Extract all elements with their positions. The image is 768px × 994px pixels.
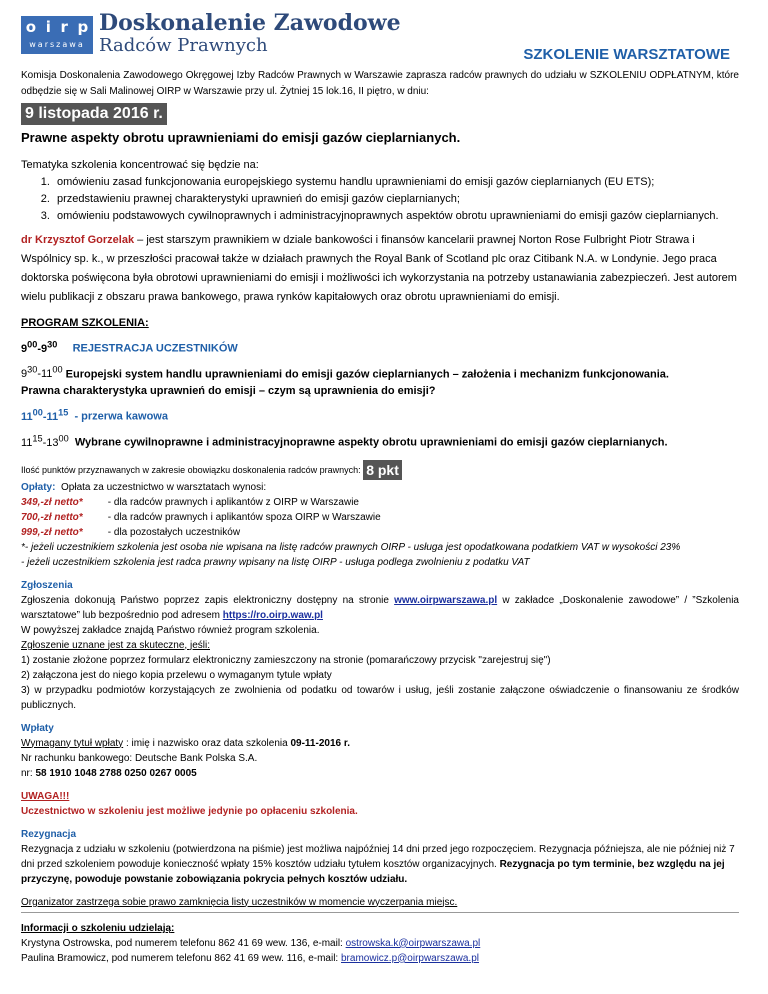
payment-title-label: Wymagany tytuł wpłaty xyxy=(21,737,124,749)
logo-letters xyxy=(21,16,93,38)
contact-section xyxy=(21,921,739,966)
payments-section xyxy=(21,721,739,781)
resignation-section xyxy=(21,827,739,887)
program-item xyxy=(21,430,739,452)
registration-heading: Zgłoszenia xyxy=(21,579,73,591)
contact-text: Krystyna Ostrowska, pod numerem telefonu 862 41 69 wew. 136, e-mail: xyxy=(21,937,346,949)
registration-condition: 1) zostanie złożone poprzez formularz elektroniczny zamieszczony na stronie (pomarańczowy przycisk "zarejestruj się") xyxy=(21,654,551,666)
resignation-heading: Rezygnacja xyxy=(21,828,77,840)
speaker-bio-text: – jest starszym prawnikiem w dziale bankowości i finansów kancelarii prawnej Norton Rose Fulbright Piotr Strawa i Wspólnicy sp. k., w przeszłości pracował także w działach prawnych the Royal Bank of Scotland plc oraz Citibank N.A. w Londynie. Jego praca doktorska poświęcona była obrotowi uprawnieniami do emisji i możliwości ich wykorzystania na potrzeby ustanawiania zabezpieczeń. Jest autorem wielu publikacji z obszaru prawa bankowego, prawa rynków kapitałowych oraz obrotu uprawnieniami do emisji. xyxy=(21,234,737,303)
organizer-note xyxy=(21,895,739,913)
document-heading: SZKOLENIE WARSZTATOWE xyxy=(523,46,730,63)
program-time: $11^{15}-13^{00}$ xyxy=(21,432,69,449)
bank-account: 58 1910 1048 2788 0250 0267 0005 xyxy=(35,767,197,779)
topics-intro: Tematyka szkolenia koncentrować się będzie na: xyxy=(21,159,259,171)
website-link[interactable]: www.oirpwarszawa.pl xyxy=(394,594,498,606)
registration-link[interactable]: https://ro.oirp.waw.pl xyxy=(222,609,323,621)
program-item xyxy=(21,404,739,426)
registration-text: Zgłoszenia dokonują Państwo poprzez zapis elektroniczny dostępny na stronie xyxy=(21,594,395,606)
topic-item: 1. omówieniu zasad funkcjonowania europejskiego systemu handlu uprawnieniami do emisji gazów cieplarnianych (EU ETS); xyxy=(53,174,739,191)
registration-condition: 2) załączona jest do niego kopia przelewu o wymaganym tytule wpłaty xyxy=(21,669,332,681)
fee-desc: - dla radców prawnych i aplikantów spoza OIRP w Warszawie xyxy=(105,511,381,523)
warning-section xyxy=(21,789,739,819)
date-badge: 9 listopada 2016 r. xyxy=(21,103,167,125)
logo-subtitle: warszawa xyxy=(29,40,85,49)
points-line xyxy=(21,460,739,480)
fee-desc: - dla radców prawnych i aplikantów z OIRP w Warszawie xyxy=(105,496,359,508)
fees-section xyxy=(21,480,739,570)
program-time: $9^{00}-9^{30}$ xyxy=(21,339,58,355)
logo-letter: o xyxy=(25,18,37,36)
bank-name: Nr rachunku bankowego: Deutsche Bank Polska S.A. xyxy=(21,752,258,764)
registration-text: w zakładce „Doskonalenie zawodowe” / ”Szkolenia warsztatowe” lub bezpośrednio pod adresem xyxy=(21,594,739,621)
program-heading: PROGRAM SZKOLENIA: xyxy=(21,317,149,329)
program-text: - przerwa kawowa xyxy=(74,410,168,423)
logo-letter: r xyxy=(60,18,68,36)
program-item xyxy=(21,336,739,358)
resignation-text: Rezygnacja z udziału w szkoleniu (potwierdzona na piśmie) jest możliwa najpóźniej 14 dni przed jego rozpoczęciem. Rezygnacja późniejsza, ale nie później niż 7 dni przed szkoleniem powoduje konieczność wpłaty 15% kosztów udziału tytułem kosztów organizacyjnych. xyxy=(21,843,735,870)
program-time: $9^{30}-11^{00}$ xyxy=(21,364,63,381)
logo-letter: p xyxy=(77,18,89,36)
topic-item: 3. omówieniu podstawowych cywilnoprawnych i administracyjnoprawnych aspektów obrotu uprawnieniami do emisji gazów cieplarnianych. xyxy=(53,208,739,225)
registration-text: W powyższej zakładce znajdą Państwo również program szkolenia. xyxy=(21,624,320,636)
topic-item: 2. przedstawieniu prawnej charakterystyki uprawnień do emisji gazów cieplarnianych; xyxy=(53,191,739,208)
resignation-bold: Rezygnacja po tym terminie, bez względu na jej przyczynę, powoduje powstanie zobowiązania pokrycia pełnych kosztów udziału. xyxy=(21,858,725,885)
fee-note: *- jeżeli uczestnikiem szkolenia jest osoba nie wpisana na listę radców prawnych OIRP - usługa jest opodatkowana podatkiem VAT w wysokości 23% xyxy=(21,541,681,553)
fee-desc: - dla pozostałych uczestników xyxy=(105,526,241,538)
warning-text: Uczestnictwo w szkoleniu jest możliwe jedynie po opłaceniu szkolenia. xyxy=(21,805,358,817)
payment-title-text: : imię i nazwisko oraz data szkolenia xyxy=(123,737,291,749)
fee-amount: 999,-zł netto* xyxy=(21,526,83,538)
intro-text: Komisja Doskonalenia Zawodowego Okręgowej Izby Radców Prawnych w Warszawie zaprasza radców prawnych do udziału w SZKOLENIU ODPŁATNYM, które odbędzie się w Sali Malinowej OIRP w Warszawie przy ul. Żytniej 15 lok.16, II piętro, w dniu: xyxy=(21,70,739,97)
fee-amount: 700,-zł netto* xyxy=(21,511,83,523)
registration-section xyxy=(21,578,739,713)
payment-title-date: 09-11-2016 r. xyxy=(290,737,350,749)
contact-heading: Informacji o szkoleniu udzielają: xyxy=(21,922,175,934)
logo-letter: i xyxy=(45,18,51,36)
points-badge: 8 pkt xyxy=(363,460,402,480)
training-title: Prawne aspekty obrotu uprawnieniami do emisji gazów cieplarnianych. xyxy=(21,130,461,145)
program-item xyxy=(21,362,739,401)
warning-heading: UWAGA!!! xyxy=(21,790,70,802)
registration-accepted: Zgłoszenie uznane jest za skuteczne, jeśli: xyxy=(21,639,210,651)
payments-heading: Wpłaty xyxy=(21,722,54,734)
organizer-note-text: Organizator zastrzega sobie prawo zamknięcia listy uczestników w momencie wyczerpania miejsc. xyxy=(21,896,458,908)
registration-condition: 3) w przypadku podmiotów korzystających ze zwolnienia od podatku od towarów i usług, jeśli zostanie załączone oświadczenie o finansowaniu ze środków publicznych. xyxy=(21,684,739,711)
topics-list xyxy=(21,174,739,225)
program-time: $11^{00}-11^{15}$ xyxy=(21,407,69,423)
points-label: Ilość punktów przyznawanych w zakresie obowiązku doskonalenia radców prawnych: xyxy=(21,464,361,475)
fees-label: Opłaty: xyxy=(21,481,56,493)
logo-title-line2: Radców Prawnych xyxy=(99,35,268,56)
email-link[interactable]: ostrowska.k@oirpwarszawa.pl xyxy=(345,937,481,949)
account-prefix: nr: xyxy=(21,767,36,779)
fee-amount: 349,-zł netto* xyxy=(21,496,83,508)
speaker-name: dr Krzysztof Gorzelak xyxy=(21,234,135,246)
contact-text: Paulina Bramowicz, pod numerem telefonu 862 41 69 wew. 116, e-mail: xyxy=(21,952,341,964)
email-link[interactable]: bramowicz.p@oirpwarszawa.pl xyxy=(341,952,479,964)
program-text-2: Prawna charakterystyka uprawnień do emisji – czym są uprawnienia do emisji? xyxy=(21,385,436,398)
program-text: REJESTRACJA UCZESTNIKÓW xyxy=(72,342,238,355)
document-content xyxy=(21,68,739,966)
oirp-logo xyxy=(21,10,401,56)
program-text: Wybrane cywilnoprawne i administracyjnoprawne aspekty obrotu uprawnieniami do emisji gazów cieplarnianych. xyxy=(74,436,668,449)
logo-title-line1: Doskonalenie Zawodowe xyxy=(99,10,401,36)
fees-intro: Opłata za uczestnictwo w warsztatach wynosi: xyxy=(61,481,267,493)
speaker-bio xyxy=(21,231,739,307)
fee-note: - jeżeli uczestnikiem szkolenia jest radca prawny wpisany na listę OIRP - usługa podlega zwolnieniu z podatku VAT xyxy=(21,556,530,568)
program-text: Europejski system handlu uprawnieniami do emisji gazów cieplarnianych – założenia i mechanizm funkcjonowania. xyxy=(65,368,669,381)
